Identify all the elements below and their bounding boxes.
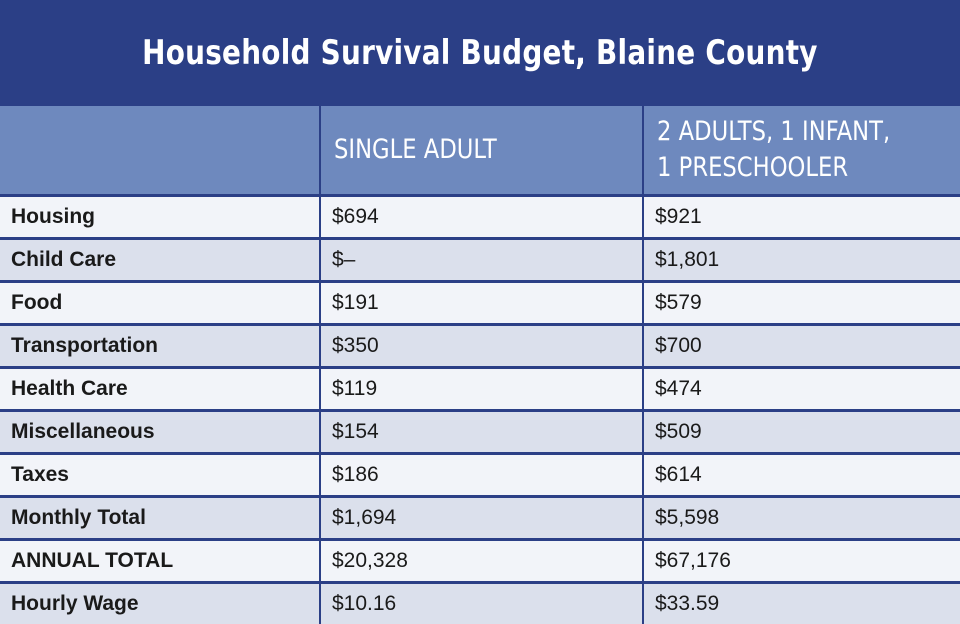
row-label: Taxes xyxy=(0,455,319,495)
column-header-family-line2: 1 PRESCHOOLER xyxy=(657,152,849,183)
single-adult-value: $191 xyxy=(321,283,642,323)
single-adult-value: $– xyxy=(321,240,642,280)
title-bar xyxy=(0,0,960,106)
row-label: Miscellaneous xyxy=(0,412,319,452)
family-value: $921 xyxy=(644,197,960,237)
row-label: Housing xyxy=(0,197,319,237)
family-value: $33.59 xyxy=(644,584,960,624)
row-label: Health Care xyxy=(0,369,319,409)
family-value: $579 xyxy=(644,283,960,323)
family-value: $700 xyxy=(644,326,960,366)
column-header-family-line1: 2 ADULTS, 1 INFANT, xyxy=(657,116,891,147)
column-header-single-adult-label: SINGLE ADULT xyxy=(334,134,497,165)
family-value: $67,176 xyxy=(644,541,960,581)
single-adult-value: $10.16 xyxy=(321,584,642,624)
column-header-single-adult xyxy=(321,106,642,194)
row-label: Hourly Wage xyxy=(0,584,319,624)
row-label: Food xyxy=(0,283,319,323)
family-value: $509 xyxy=(644,412,960,452)
single-adult-value: $154 xyxy=(321,412,642,452)
row-label: Child Care xyxy=(0,240,319,280)
single-adult-value: $1,694 xyxy=(321,498,642,538)
single-adult-value: $20,328 xyxy=(321,541,642,581)
row-label: ANNUAL TOTAL xyxy=(0,541,319,581)
budget-table xyxy=(0,106,960,624)
table-title: Household Survival Budget, Blaine County xyxy=(142,33,818,73)
single-adult-value: $119 xyxy=(321,369,642,409)
family-value: $614 xyxy=(644,455,960,495)
family-value: $474 xyxy=(644,369,960,409)
row-label: Monthly Total xyxy=(0,498,319,538)
single-adult-value: $694 xyxy=(321,197,642,237)
header-empty-cell xyxy=(0,106,319,194)
row-label: Transportation xyxy=(0,326,319,366)
column-header-family xyxy=(644,106,960,194)
single-adult-value: $350 xyxy=(321,326,642,366)
family-value: $5,598 xyxy=(644,498,960,538)
family-value: $1,801 xyxy=(644,240,960,280)
single-adult-value: $186 xyxy=(321,455,642,495)
